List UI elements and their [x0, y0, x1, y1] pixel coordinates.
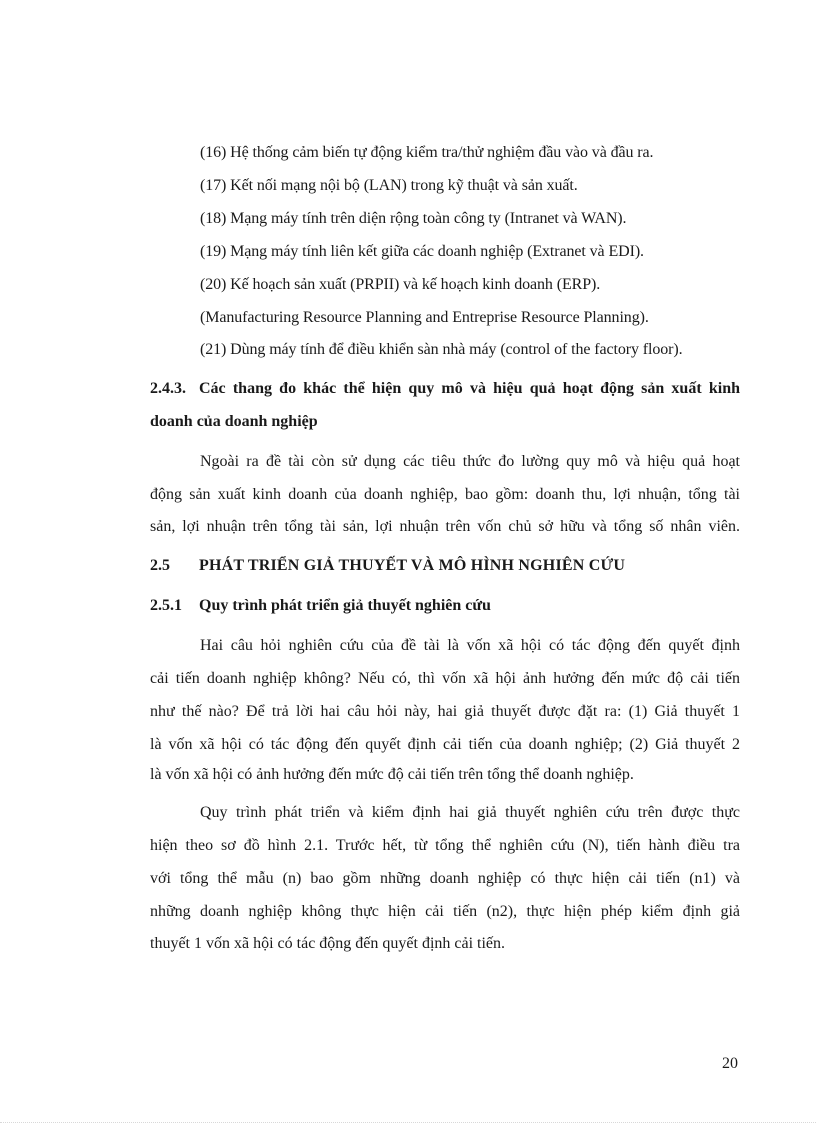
- list-item-16: (16) Hệ thống cảm biến tự động kiểm tra/thử nghiệm đầu vào và đầu ra.: [200, 144, 654, 161]
- section-243-paragraph-line: sản, lợi nhuận trên tổng tài sản, lợi nhuận trên vốn chủ sở hữu và tổng số nhân viên.: [150, 518, 740, 535]
- section-243-title-line1: Các thang đo khác thể hiện quy mô và hiệu quả hoạt động sản xuất kinh: [199, 380, 740, 397]
- section-243-number: 2.4.3.: [150, 380, 186, 397]
- section-251-paragraph2-line: với tổng thể mẫu (n) bao gồm những doanh nghiệp có thực hiện cải tiến (n1) và: [150, 870, 740, 887]
- section-251-paragraph1-line: là vốn xã hội có tác động đến quyết định cải tiến của doanh nghiệp; (2) Giả thuyết 2: [150, 736, 740, 753]
- section-251-paragraph1-line: Hai câu hỏi nghiên cứu của đề tài là vốn xã hội có tác động đến quyết định: [200, 637, 740, 654]
- list-item-21: (21) Dùng máy tính để điều khiển sàn nhà máy (control of the factory floor).: [200, 341, 683, 358]
- section-251-paragraph2-line: hiện theo sơ đồ hình 2.1. Trước hết, từ tổng thể nghiên cứu (N), tiến hành điều tra: [150, 837, 740, 854]
- section-251-paragraph1-line: cải tiến doanh nghiệp không? Nếu có, thì vốn xã hội ảnh hưởng đến mức độ cải tiến: [150, 670, 740, 687]
- section-25-number: 2.5: [150, 557, 170, 574]
- section-251-paragraph1-line: như thế nào? Để trả lời hai câu hỏi này, hai giả thuyết được đặt ra: (1) Giả thuyết 1: [150, 703, 740, 720]
- list-item-17: (17) Kết nối mạng nội bộ (LAN) trong kỹ thuật và sản xuất.: [200, 177, 578, 194]
- list-item-18: (18) Mạng máy tính trên diện rộng toàn công ty (Intranet và WAN).: [200, 210, 627, 227]
- section-251-title: Quy trình phát triển giả thuyết nghiên cứu: [199, 597, 491, 614]
- section-243-paragraph-line: Ngoài ra đề tài còn sử dụng các tiêu thức đo lường quy mô và hiệu quả hoạt: [200, 453, 740, 470]
- list-item-20-english: (Manufacturing Resource Planning and Entreprise Resource Planning).: [200, 309, 649, 326]
- section-251-paragraph2-line: những doanh nghiệp không thực hiện cải tiến (n2), thực hiện phép kiểm định giả: [150, 903, 740, 920]
- section-251-paragraph1-line: là vốn xã hội có ảnh hưởng đến mức độ cải tiến trên tổng thể doanh nghiệp.: [150, 766, 634, 783]
- section-251-paragraph2-line: thuyết 1 vốn xã hội có tác động đến quyết định cải tiến.: [150, 935, 506, 952]
- section-243-title-line2: doanh của doanh nghiệp: [150, 413, 318, 430]
- section-243-paragraph-line: động sản xuất kinh doanh của doanh nghiệp, bao gồm: doanh thu, lợi nhuận, tổng tài: [150, 486, 740, 503]
- list-item-19: (19) Mạng máy tính liên kết giữa các doanh nghiệp (Extranet và EDI).: [200, 243, 644, 260]
- section-251-paragraph2-line: Quy trình phát triển và kiểm định hai giả thuyết nghiên cứu trên được thực: [200, 804, 740, 821]
- section-251-number: 2.5.1: [150, 597, 182, 614]
- section-25-title: PHÁT TRIỂN GIẢ THUYẾT VÀ MÔ HÌNH NGHIÊN CỨU: [199, 557, 626, 574]
- list-item-20: (20) Kế hoạch sản xuất (PRPII) và kế hoạch kinh doanh (ERP).: [200, 276, 601, 293]
- page-number: 20: [722, 1055, 738, 1072]
